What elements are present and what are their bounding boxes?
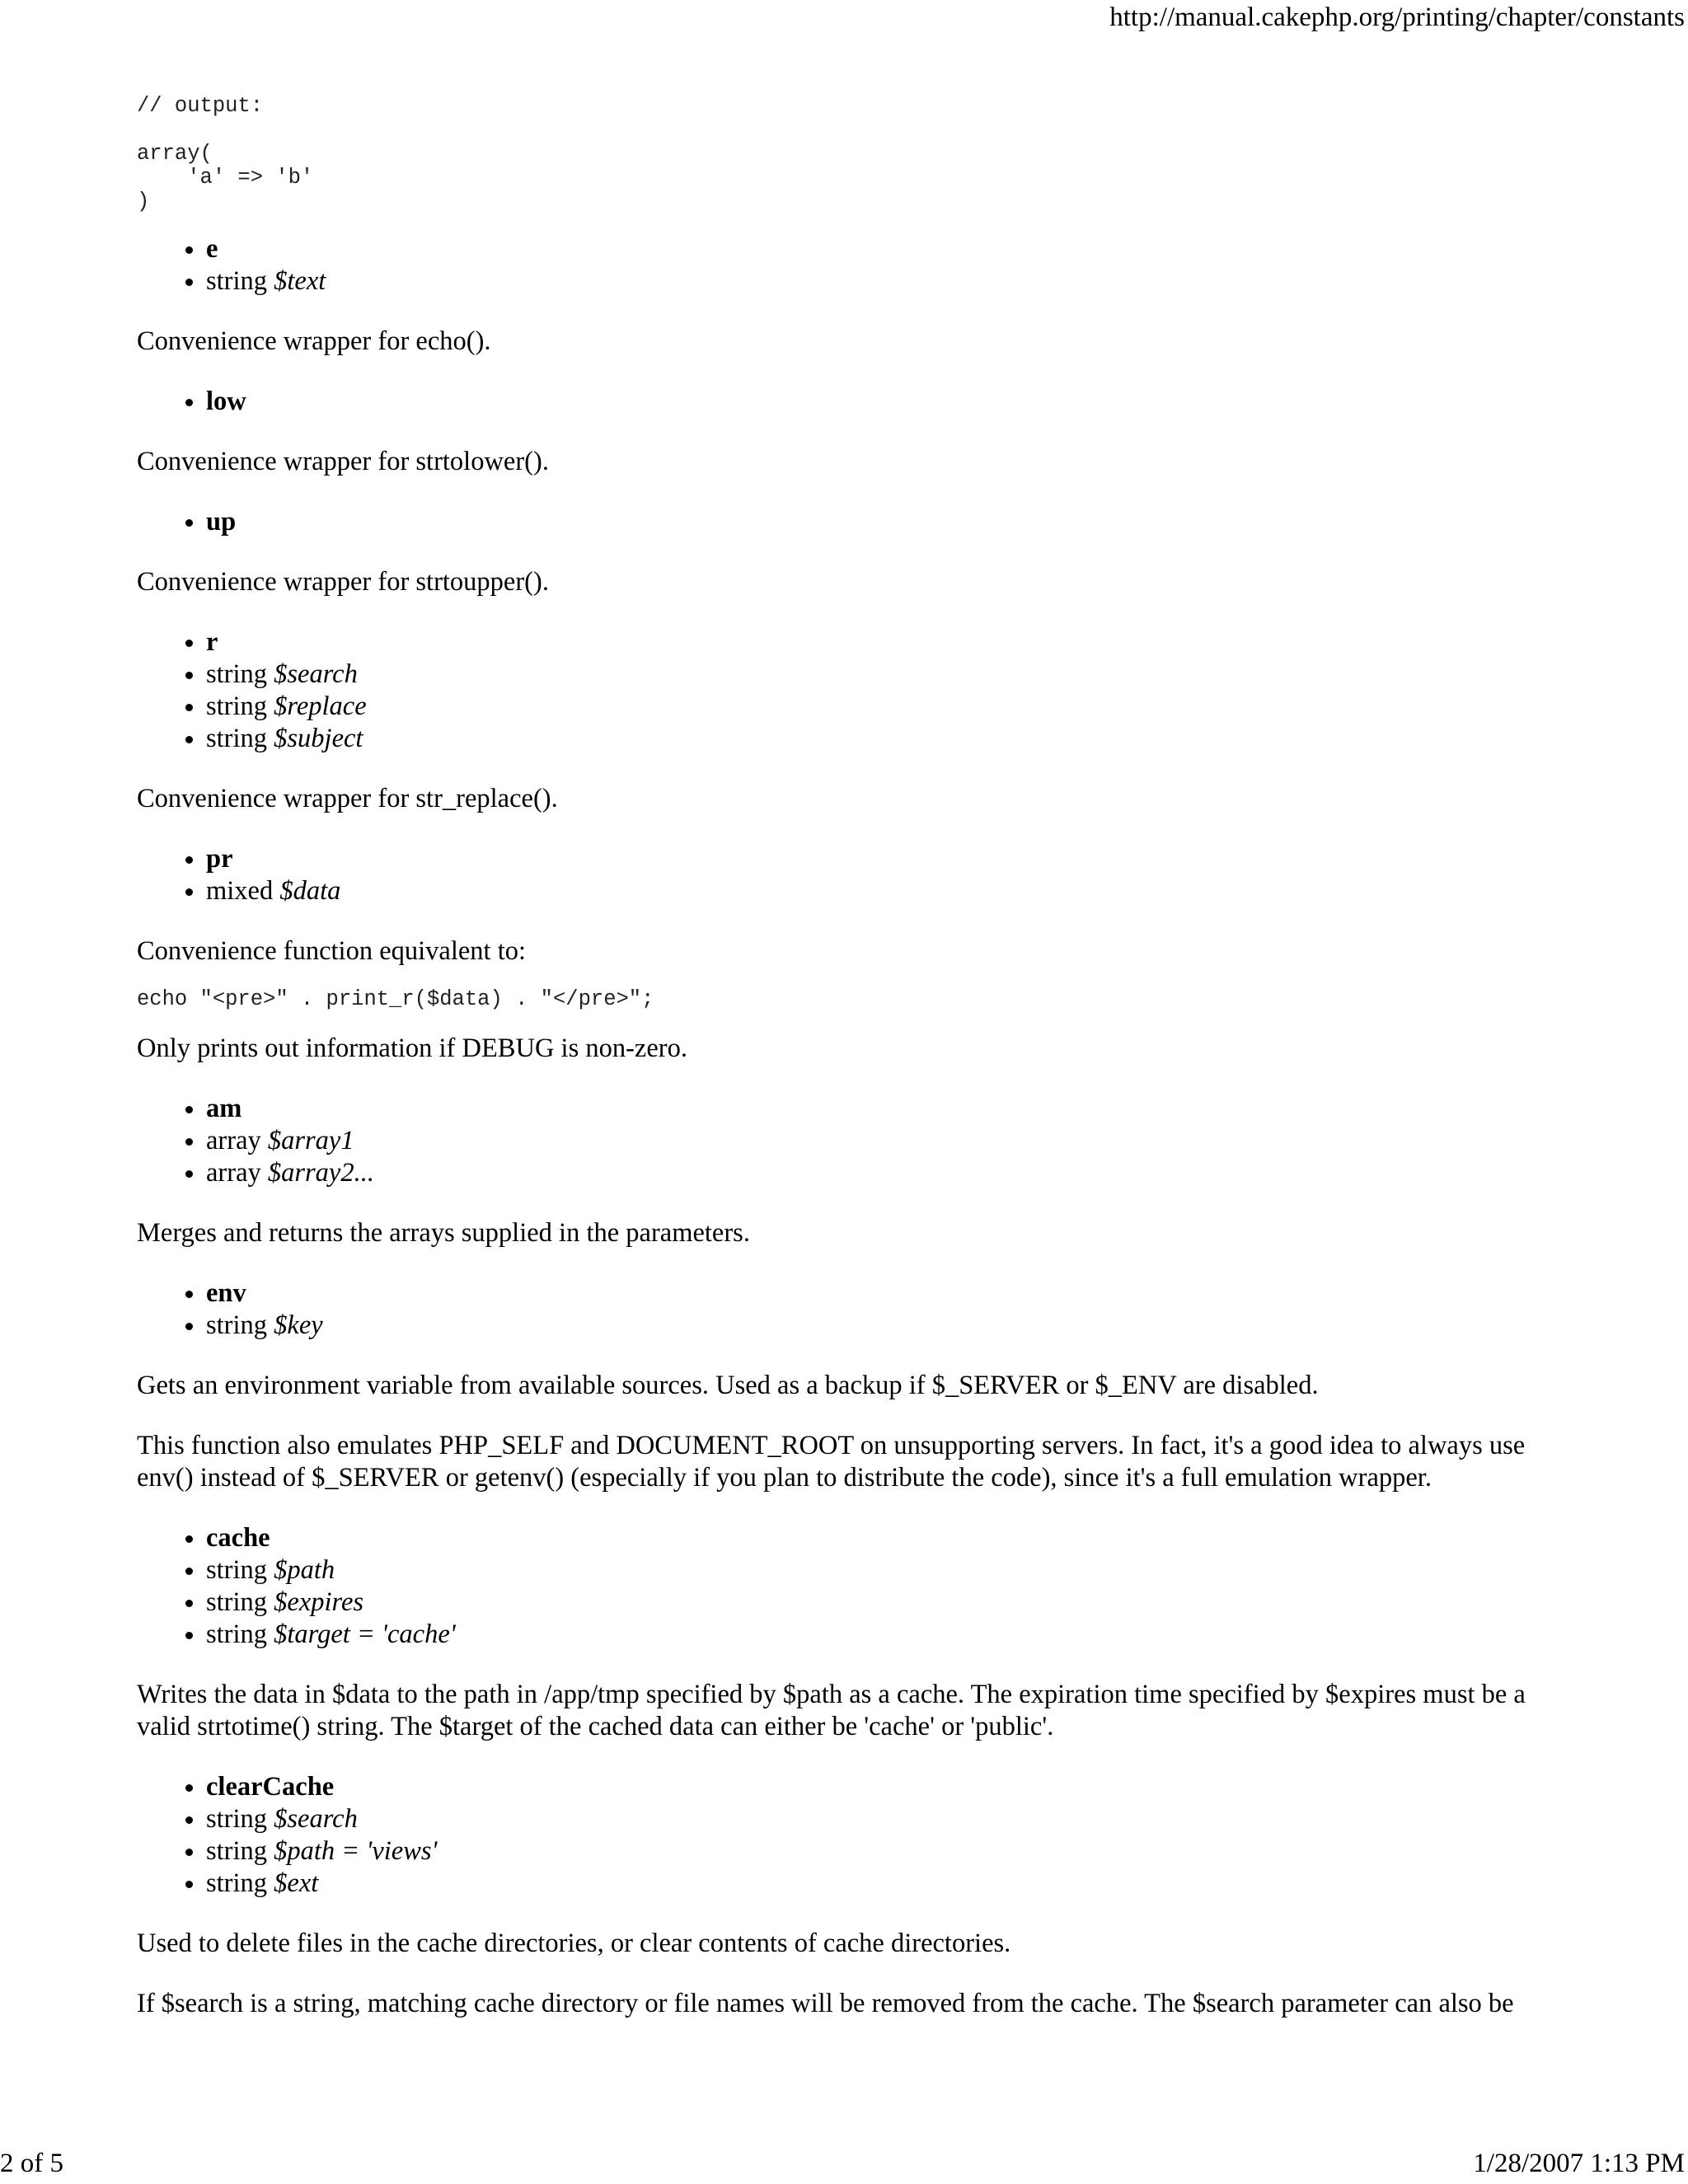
param-name: $replace (274, 691, 367, 721)
param-name: $search (274, 1804, 358, 1834)
function-pr-list: • pr • mixed $data (137, 843, 1571, 907)
code-pr-example: echo "<pre>" . print_r($data) . "</pre>"; (137, 987, 654, 1011)
page-number: 2 of 5 (0, 2149, 63, 2178)
function-name: cache (206, 1523, 270, 1553)
function-description: Convenience wrapper for str_replace(). (137, 784, 558, 813)
param-name: $array1 (267, 1126, 354, 1155)
function-description: Used to delete files in the cache directories, or clear contents of cache directories. (137, 1929, 1011, 1958)
function-description-extended: This function also emulates PHP_SELF and DOCUMENT_ROOT on unsupporting servers. In fact, it's a good idea to always use env() instead of $_SERVER or getenv() (especially if you plan to distribute the code), since it's a full emulation wrapper. (137, 1431, 1526, 1493)
function-r-list: • r • string $search • string $replace • string $subject (137, 626, 1571, 755)
param-name: $subject (274, 724, 363, 753)
function-am-list: • am • array $array1 • array $array2... (137, 1093, 1571, 1189)
param-name: $expires (274, 1587, 364, 1617)
function-description: Convenience wrapper for strtolower(). (137, 447, 549, 476)
param-name: $ext (274, 1868, 319, 1898)
param-name: $search (274, 659, 358, 689)
function-name: am (206, 1094, 242, 1123)
function-name: low (206, 387, 246, 416)
function-description: Writes the data in $data to the path in /app/tmp specified by $path as a cache. The expiration time specified by $expires must be a valid strtotime() string. The $target of the cached data can either be 'cache' or 'public'. (137, 1680, 1526, 1741)
function-description: Convenience wrapper for strtoupper(). (137, 567, 549, 597)
function-description: Gets an environment variable from available sources. Used as a backup if $_SERVER or $_ENV are disabled. (137, 1371, 1319, 1400)
function-env-list: • env • string $key (137, 1277, 1571, 1342)
param-name: $data (279, 876, 341, 906)
function-name: r (206, 627, 218, 657)
function-clearcache-list: • clearCache • string $search • string $path = 'views' • string $ext (137, 1771, 1571, 1900)
function-e-list: • e • string $text (137, 233, 1571, 298)
function-low-list (137, 386, 1571, 418)
param-name: $key (274, 1310, 323, 1340)
param-name: $text (274, 266, 326, 296)
page-url: http://manual.cakephp.org/printing/chapter/constants (1109, 2, 1685, 32)
function-name: pr (206, 844, 233, 874)
function-up-list (137, 506, 1571, 538)
function-name: e (206, 234, 218, 264)
function-description-extended: If $search is a string, matching cache directory or file names will be removed from the cache. The $search parameter can also be (137, 1989, 1514, 2018)
function-description: Convenience function equivalent to: (137, 936, 527, 966)
code-output-example: // output: array( 'a' => 'b' ) (137, 94, 314, 213)
function-description: Merges and returns the arrays supplied in the parameters. (137, 1218, 750, 1248)
function-description: Convenience wrapper for echo(). (137, 326, 491, 356)
function-name: up (206, 507, 237, 537)
function-name: clearCache (206, 1772, 335, 1802)
param-name: $path (274, 1555, 335, 1585)
function-note: Only prints out information if DEBUG is non-zero. (137, 1033, 687, 1063)
function-name: env (206, 1278, 246, 1308)
param-name: $path = 'views' (274, 1836, 438, 1866)
function-cache-list: • cache • string $path • string $expires • string $target = 'cache' (137, 1522, 1571, 1651)
param-name: $target = 'cache' (274, 1619, 456, 1649)
param-name: $array2... (267, 1158, 374, 1188)
document-body (137, 94, 1571, 2020)
print-datetime: 1/28/2007 1:13 PM (1473, 2149, 1685, 2178)
